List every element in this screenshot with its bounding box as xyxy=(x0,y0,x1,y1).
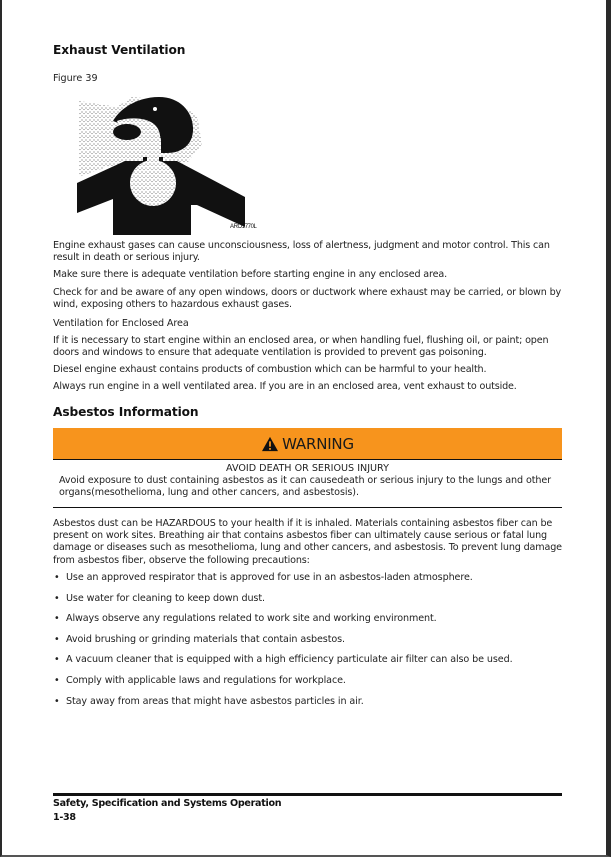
subheading-ventilation-enclosed-area: Ventilation for Enclosed Area xyxy=(53,318,189,329)
list-item xyxy=(53,593,563,614)
bullet-icon: • xyxy=(54,695,60,707)
warning-label: WARNING xyxy=(282,434,354,453)
section-heading-exhaust-ventilation: Exhaust Ventilation xyxy=(53,43,186,57)
warning-title xyxy=(261,435,354,453)
warning-headline: AVOID DEATH OR SERIOUS INJURY xyxy=(226,463,389,474)
bullet-icon: • xyxy=(54,633,60,645)
footer-title: Safety, Specification and Systems Operation xyxy=(53,798,282,809)
list-item-text: Always observe any regulations related to work site and working environment. xyxy=(66,613,437,625)
list-item-text: Use an approved respirator that is approved for use in an asbestos-laden atmosphere. xyxy=(66,572,473,583)
list-item-text: A vacuum cleaner that is equipped with a high efficiency particulate air filter can also be used. xyxy=(66,654,513,666)
bullet-icon: • xyxy=(54,592,60,604)
paragraph: Always run engine in a well ventilated area. If you are in an enclosed area, vent exhaust to outside. xyxy=(53,381,517,392)
list-item xyxy=(53,675,563,696)
paragraph: Make sure there is adequate ventilation before starting engine in any enclosed area. xyxy=(53,269,448,280)
list-item-text: Use water for cleaning to keep down dust. xyxy=(66,592,265,604)
warning-banner xyxy=(53,428,562,460)
warning-triangle-icon xyxy=(261,436,279,452)
bullet-icon: • xyxy=(54,613,60,625)
list-item xyxy=(53,572,563,593)
list-item-text: Avoid brushing or grinding materials that contain asbestos. xyxy=(66,633,345,645)
list-item xyxy=(53,696,563,717)
list-item-text: Comply with applicable laws and regulations for workplace. xyxy=(66,674,346,686)
list-item xyxy=(53,634,563,655)
figure-label: Figure 39 xyxy=(53,73,98,84)
paragraph: If it is necessary to start engine within an enclosed area, or when handling fuel, flushing oil, or paint; open doors and windows to ensure that adequate ventilation is provided to prevent gas poisoning. xyxy=(53,335,549,359)
section-heading-asbestos-information: Asbestos Information xyxy=(53,405,199,419)
footer-divider xyxy=(53,793,562,796)
page-number: 1-38 xyxy=(53,812,76,823)
warning-text: Avoid exposure to dust containing asbestos as it can causedeath or serious injury to the lungs and other organs(mesothelioma, lung and other cancers, and asbestosis). xyxy=(59,475,552,498)
figure-code: ARO1770L xyxy=(230,224,257,230)
figure-illustration xyxy=(77,95,252,235)
paragraph: Check for and be aware of any open windows, doors or ductwork where exhaust may be carried, or blown by wind, exposing others to hazardous exhaust gases. xyxy=(53,287,562,311)
list-item-text: Stay away from areas that might have asbestos particles in air. xyxy=(66,695,364,707)
bullet-icon: • xyxy=(54,674,60,686)
asbestos-intro: Asbestos dust can be HAZARDOUS to your health if it is inhaled. Materials containing asbestos fiber can be present on work sites. Breathing air that contains asbestos fiber can ultimately cause serious or fatal lung damage or diseases such as mesothelioma, lung and other cancers, and asbestosis. To prevent lung damage from asbestos fiber, observe the following precautions: xyxy=(53,518,562,566)
bullet-icon: • xyxy=(54,654,60,666)
list-item xyxy=(53,613,563,634)
toxic-gas-inhalation-icon xyxy=(77,95,252,235)
bullet-icon: • xyxy=(54,572,60,583)
paragraph: Engine exhaust gases can cause unconsciousness, loss of alertness, judgment and motor control. This can result in death or serious injury. xyxy=(53,240,550,264)
precautions-list xyxy=(53,572,563,716)
paragraph: Diesel engine exhaust contains products of combustion which can be harmful to your health. xyxy=(53,364,487,375)
list-item xyxy=(53,654,563,675)
warning-body xyxy=(53,462,562,508)
